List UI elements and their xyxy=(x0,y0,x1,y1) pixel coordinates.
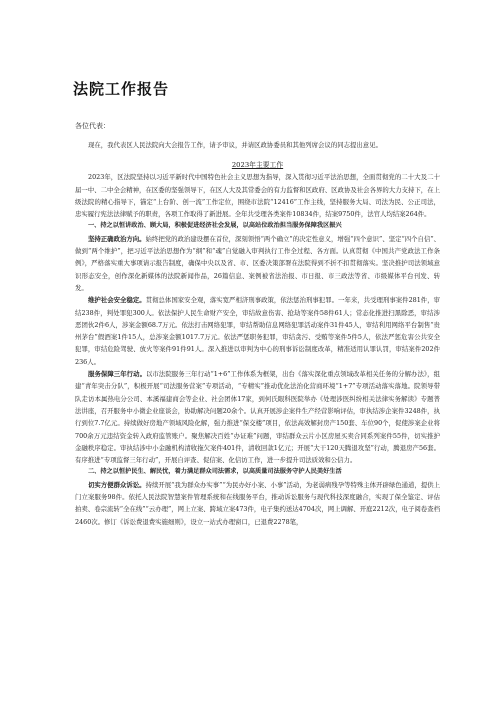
section-heading-1: 一、持之以恒讲政治、顾大局，积极促进经济社会发展，以高站位政治担当服务保障我区振兴 xyxy=(88,222,342,230)
paragraph-convenient-litigation xyxy=(75,479,440,528)
paragraph-body: 始终把党的政治建设摆在首位，深刻领悟“两个确立”的决定性意义，增强“四个意识”、坚定“四个自信”、做到“两个维护”，把习近平法治思想作为“纲”和“魂”自觉融入审判执行工作全过程、各方面。认真贯彻《中国共产党政法工作条例》，严格落实重大事项请示报告制度，确保中央以及省、市、区委决策部署在法院得到不折不扣贯彻落实。坚决推护司法领域意识形态安全，创作深化新媒体的法院新闻作品，26篇信息、案例被省法治报、市日报、市三政法等省、市级媒体平台刊发、转发。 xyxy=(75,234,440,292)
paragraph-lead: 服务保障三年行动。 xyxy=(88,370,147,379)
salutation: 各位代表： xyxy=(75,122,110,130)
overview-paragraph: 2023年，区法院坚持以习近平新时代中国特色社会主义思想为指导，深入贯彻习近平法治思想，全面贯彻党的二十大及二十届一中、二中全会精神，在区委的坚强领导下，在区人大及其常委会的有力监督和区政府、区政协及社会各界的大力支持下，在上级法院的精心指导下，锚定“上台阶、创一流”工作定位，围绕市法院“12416”工作主线，坚持服务大局、司法为民、公正司法，忠实履行宪法法律赋予的职责，各项工作取得了新进展。全年共受理各类案件10834件，结案9750件，法官人均结案264件。 xyxy=(75,173,440,219)
paragraph-lead: 维护社会安全稳定。 xyxy=(88,296,146,305)
paragraph-body: 持续开展“我为群众办实事”“为民办好小案、小事”活动，为老弱病残孕等特殊主体开辟绿色通道，提供上门立案服务98件。依托人民法院智慧案件管理系统和在线服务平台，推动诉讼服务与现代科技深度融合，实现了保全鉴定、评估拍卖、卷宗流转“全在线”“云办理”，网上立案、跨域立案473件，电子集约送达4704次，网上调解、开庭2212次，电子阅卷查档2460次。修订《诉讼费退费实施细则》，设立一站式办理窗口，已退费2278笔， xyxy=(75,480,440,526)
paragraph-three-year-action xyxy=(75,368,440,466)
section-heading-2: 二、持之以恒护民生、解民忧，着力满足群众司法需求，以高质量司法服务守护人民美好生活 xyxy=(88,468,342,476)
paragraph-body: 以市法院服务三年行动“1+6”工作体系为框架，出台《落实深化重点领域改革相关任务的分解办法》，组建“青年突击分队”，积极开展“司法服务营案”专项活动，“专精实”推动优化法治化营商环境“1+7”专项活动落实落地。院领导带队走访本属热电分公司、本溪福建商会等企业、社会团体17家，到何氏眼科医院举办《处理涉医纠纷相关法律实务解读》专题普法讲座，召开服务中小微企业座谈会，协助解决问题20余个。认真开展涉企案件生产经营影响评估，审执结涉企案件3248件，执行到位7.7亿元。持续做好房地产领域风险化解，强力推进“保交楼”项目，依法高效解封房产150套、车位90个，促使涉案企业将700余万元违结资金转入政府监管账户。聚焦解决百姓“办证难”问题，审结群众云片小区房屋买卖合同系列案件55件，切实推护金融秩序稳定。审执结涉中小金融机构清收拖欠案件401件，清收回款1亿元；开展“大干120天腾退攻坚”行动，腾退房产56套。有序推进“专项监督三年行动”，开展自评查、促信案、化信访工作，进一步提升司法质效和公信力。 xyxy=(75,370,440,465)
intro-paragraph: 现在，我代表区人民法院向大会报告工作，请予审议，并请区政协委员和其他列席会议的同志提出意见。 xyxy=(88,141,382,149)
paragraph-lead: 坚持正确政治方向。 xyxy=(88,234,146,243)
year-heading: 2023年主要工作 xyxy=(231,161,284,170)
paragraph-body: 贯彻总体国家安全观，落实宽严相济刑事政策，依法惩治刑事犯罪。一年来，共受理刑事案件281件，审结238件，判处罪犯300人。依法保护人民生命财产安全，审结故意伤害、抢劫等案件58件61人；常态化推进扫黑除恶，审结涉恶团伙2件6人，涉案金额68.7万元。依法打击网络犯罪，审结帮助信息网络犯罪活动案件31件45人，审结利用网络平台制售“贵州茅台”假酒案1件15人，总涉案金额1017.7万元。依法严惩职务犯罪，审结贪污、受贿等案件5件5人，依法严惩危害公共安全犯罪，审结危险驾驶、放火等案件91件91人。深入推进以审判为中心的刑事诉讼制度改革，精准适用认罪认罚，审结案件202件236人。 xyxy=(75,296,440,366)
paragraph-lead: 切实方便群众诉讼。 xyxy=(88,480,146,489)
paragraph-social-stability xyxy=(75,294,440,368)
paragraph-political-direction xyxy=(75,233,440,294)
document-title: 法院工作报告 xyxy=(73,80,170,98)
